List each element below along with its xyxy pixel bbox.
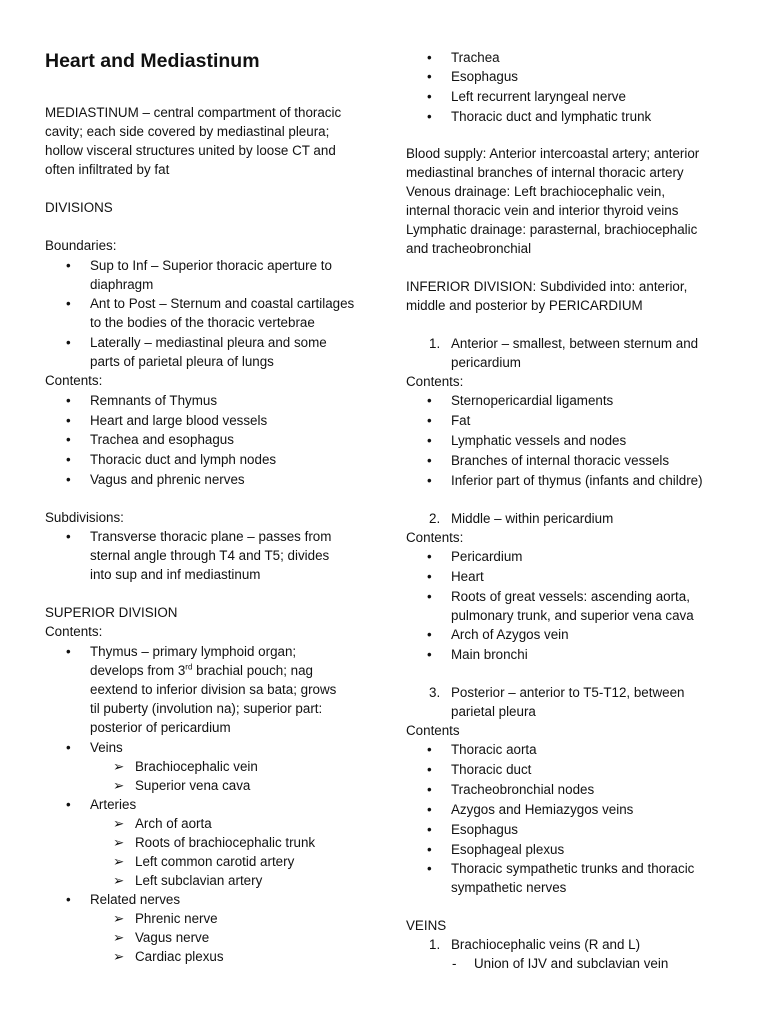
posterior-item: sympathetic nerves [451,880,567,895]
arrow-bullet-icon: ➢ [113,759,125,774]
page-title: Heart and Mediastinum [45,50,260,72]
middle-item: Pericardium [451,549,523,564]
artery-item: Roots of brachiocephalic trunk [135,835,316,850]
arrow-bullet-icon: ➢ [113,835,125,850]
nerve-item: Vagus nerve [135,930,210,945]
bullet-marker: • [427,109,432,124]
bullet-marker: • [427,589,432,604]
boundary-item: Sup to Inf – Superior thoracic aperture to [90,258,332,273]
list-number: 1. [429,336,441,351]
bullet-marker: • [427,842,432,857]
bullet-marker: • [427,89,432,104]
thymus-line: eextend to inferior division sa bata; grows [90,682,337,697]
superior-item: Trachea [451,50,500,65]
bullet-marker: • [427,569,432,584]
middle-item: pulmonary trunk, and superior vena cava [451,608,694,623]
lymphatic-drainage-line: Lymphatic drainage: parasternal, brachiocephalic [406,222,698,237]
anterior-line: pericardium [451,355,521,370]
bullet-marker: • [427,433,432,448]
posterior-item: Tracheobronchial nodes [451,782,595,797]
intro-line: MEDIASTINUM – central compartment of thoracic [45,105,342,120]
bullet-marker: • [427,549,432,564]
bullet-marker: • [66,529,71,544]
subdivision-line: Transverse thoracic plane – passes from [90,529,332,544]
anterior-item: Inferior part of thymus (infants and childre) [451,473,703,488]
thymus-line [90,661,313,680]
superior-item: Thoracic duct and lymphatic trunk [451,109,652,124]
bullet-marker: • [66,892,71,907]
anterior-item: Lymphatic vessels and nodes [451,433,627,448]
veins-subitem: Union of IJV and subclavian vein [474,956,669,971]
bullet-marker: • [427,627,432,642]
posterior-line: parietal pleura [451,704,536,719]
middle-item: Main bronchi [451,647,528,662]
thymus-text: brachial pouch; nag [192,663,314,678]
thymus-line: posterior of pericardium [90,720,231,735]
posterior-item: Azygos and Hemiazygos veins [451,802,634,817]
contents-item: Remnants of Thymus [90,393,218,408]
veins-heading: VEINS [406,918,447,933]
nerves-label: Related nerves [90,892,181,907]
artery-item: Left common carotid artery [135,854,295,869]
list-number: 3. [429,685,441,700]
bullet-marker: • [66,413,71,428]
subdivision-line: into sup and inf mediastinum [90,567,261,582]
nerve-item: Cardiac plexus [135,949,224,964]
bullet-marker: • [427,802,432,817]
arrow-bullet-icon: ➢ [113,778,125,793]
intro-line: cavity; each side covered by mediastinal pleura; [45,124,330,139]
middle-item: Roots of great vessels: ascending aorta, [451,589,690,604]
venous-drainage-line: Venous drainage: Left brachiocephalic vein, [406,184,666,199]
bullet-marker: • [427,50,432,65]
contents-heading: Contents: [45,373,103,388]
arrow-bullet-icon: ➢ [113,854,125,869]
inferior-heading: middle and posterior by PERICARDIUM [406,298,643,313]
list-number: 2. [429,511,441,526]
posterior-item: Thoracic sympathetic trunks and thoracic [451,861,695,876]
anterior-item: Fat [451,413,471,428]
boundary-item: Ant to Post – Sternum and coastal cartilages [90,296,355,311]
subdivision-line: sternal angle through T4 and T5; divides [90,548,330,563]
bullet-marker: • [427,69,432,84]
dash-marker: - [452,956,457,971]
posterior-line: Posterior – anterior to T5-T12, between [451,685,685,700]
bullet-marker: • [66,335,71,350]
lymphatic-drainage-line: and tracheobronchial [406,241,532,256]
bullet-marker: • [427,822,432,837]
arrow-bullet-icon: ➢ [113,816,125,831]
middle-item: Arch of Azygos vein [451,627,569,642]
bullet-marker: • [66,452,71,467]
vein-item: Brachiocephalic vein [135,759,258,774]
bullet-marker: • [427,453,432,468]
anterior-item: Branches of internal thoracic vessels [451,453,670,468]
bullet-marker: • [66,740,71,755]
superior-item: Esophagus [451,69,519,84]
vein-item: Superior vena cava [135,778,251,793]
boundary-item: parts of parietal pleura of lungs [90,354,274,369]
anterior-contents-heading: Contents: [406,374,464,389]
bullet-marker: • [66,393,71,408]
divisions-heading: DIVISIONS [45,200,113,215]
middle-item: Heart [451,569,484,584]
bullet-marker: • [66,644,71,659]
boundary-item: to the bodies of the thoracic vertebrae [90,315,315,330]
posterior-item: Esophageal plexus [451,842,565,857]
bullet-marker: • [427,782,432,797]
artery-item: Left subclavian artery [135,873,263,888]
thymus-text: develops from 3 [90,663,186,678]
anterior-line: Anterior – smallest, between sternum and [451,336,699,351]
arrow-bullet-icon: ➢ [113,873,125,888]
posterior-item: Thoracic duct [451,762,532,777]
posterior-item: Thoracic aorta [451,742,537,757]
posterior-item: Esophagus [451,822,519,837]
venous-drainage-line: internal thoracic vein and interior thyroid veins [406,203,679,218]
boundary-item: Laterally – mediastinal pleura and some [90,335,327,350]
bullet-marker: • [427,742,432,757]
anterior-item: Sternopericardial ligaments [451,393,614,408]
posterior-contents-heading: Contents [406,723,460,738]
inferior-heading: INFERIOR DIVISION: Subdivided into: anterior, [406,279,688,294]
arrow-bullet-icon: ➢ [113,930,125,945]
bullet-marker: • [427,762,432,777]
list-number: 1. [429,937,441,952]
arrow-bullet-icon: ➢ [113,949,125,964]
contents-item: Trachea and esophagus [90,432,234,447]
arteries-label: Arteries [90,797,137,812]
bullet-marker: • [66,296,71,311]
boundaries-heading: Boundaries: [45,238,117,253]
blood-supply-line: Blood supply: Anterior intercoastal artery; anterior [406,146,700,161]
bullet-marker: • [427,393,432,408]
superior-heading: SUPERIOR DIVISION [45,605,178,620]
bullet-marker: • [66,432,71,447]
thymus-line: Thymus – primary lymphoid organ; [90,644,297,659]
ordinal-suffix: rd [185,662,193,672]
superior-item: Left recurrent laryngeal nerve [451,89,626,104]
contents-item: Heart and large blood vessels [90,413,268,428]
contents-item: Thoracic duct and lymph nodes [90,452,277,467]
blood-supply-line: mediastinal branches of internal thoracic artery [406,165,684,180]
bullet-marker: • [427,647,432,662]
arrow-bullet-icon: ➢ [113,911,125,926]
middle-line: Middle – within pericardium [451,511,614,526]
bullet-marker: • [66,797,71,812]
contents-item: Vagus and phrenic nerves [90,472,245,487]
subdivisions-heading: Subdivisions: [45,510,124,525]
nerve-item: Phrenic nerve [135,911,218,926]
bullet-marker: • [427,413,432,428]
middle-contents-heading: Contents: [406,530,464,545]
artery-item: Arch of aorta [135,816,212,831]
bullet-marker: • [66,258,71,273]
bullet-marker: • [66,472,71,487]
veins-label: Veins [90,740,123,755]
thymus-line: til puberty (involution na); superior part: [90,701,323,716]
intro-line: often infiltrated by fat [45,162,170,177]
intro-line: hollow visceral structures united by loose CT and [45,143,336,158]
superior-contents-heading: Contents: [45,624,103,639]
veins-item: Brachiocephalic veins (R and L) [451,937,641,952]
bullet-marker: • [427,473,432,488]
boundary-item: diaphragm [90,277,154,292]
bullet-marker: • [427,861,432,876]
